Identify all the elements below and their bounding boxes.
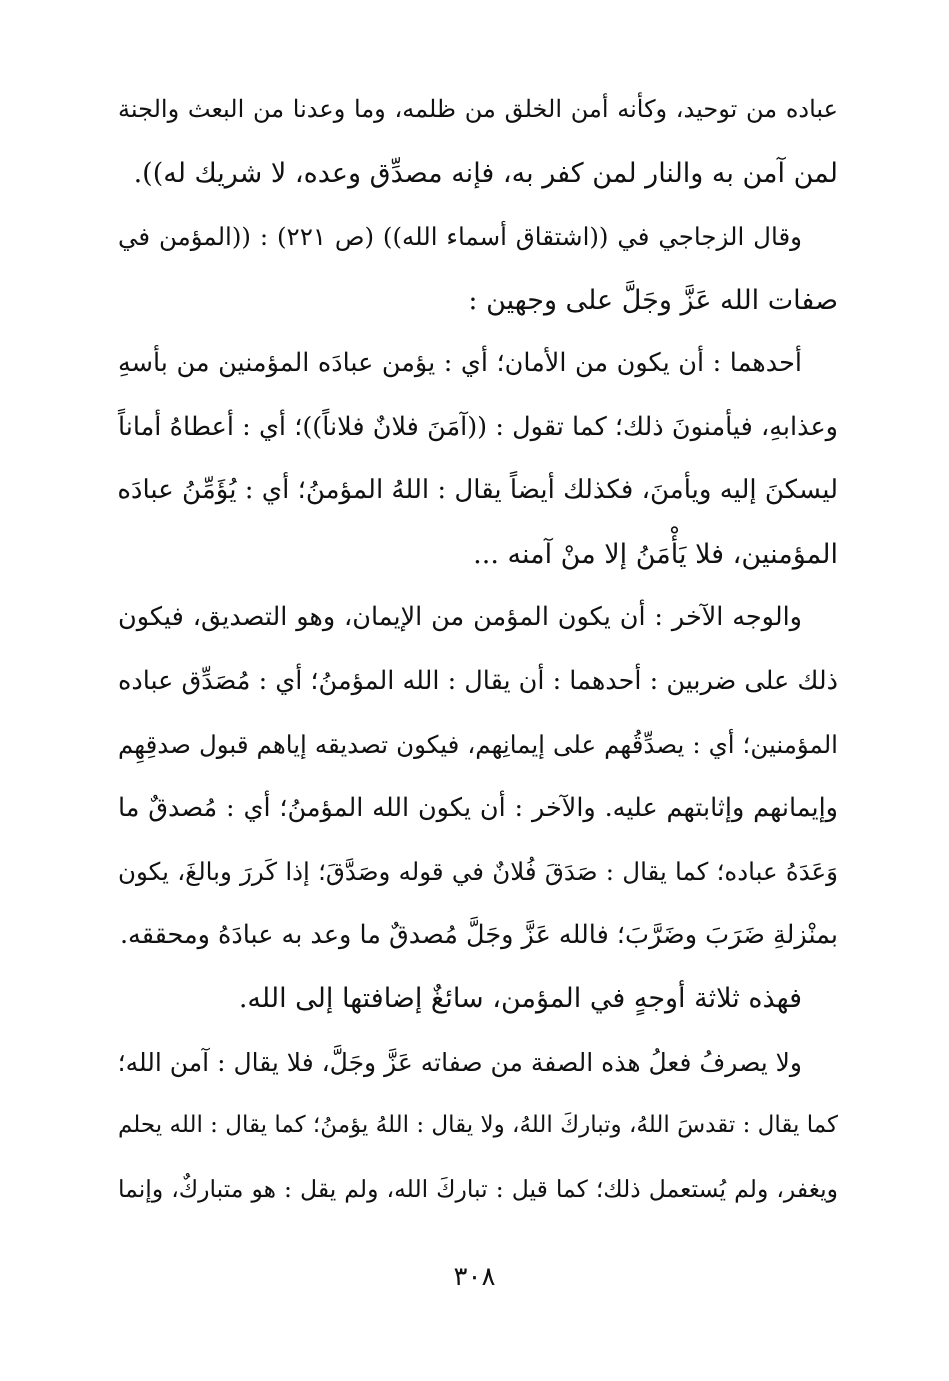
text-line: ليسكنَ إليه ويأمنَ، فكذلك أيضاً يقال : اللهُ المؤمنُ؛ أي : يُؤَمِّنُ عبادَه	[117, 475, 838, 505]
text-line: المؤمنين، فلا يَأْمَنُ إلا منْ آمنه ...	[473, 538, 838, 570]
text-line: وإيمانهم وإثابتهم عليه. والآخر : أن يكون الله المؤمنُ؛ أي : مُصدقٌ ما	[118, 792, 838, 823]
text-line: والوجه الآخر : أن يكون المؤمن من الإيمان، وهو التصديق، فيكون	[118, 602, 802, 632]
text-line: ويغفر، ولم يُستعمل ذلك؛ كما قيل : تباركَ الله، ولم يقل : هو متباركٌ، وإنما	[118, 1174, 838, 1203]
text-line: وقال الزجاجي في ((اشتقاق أسماء الله)) (ص ٢٢١) : ((المؤمن في	[118, 222, 802, 251]
text-line: عباده من توحيد، وكأنه أمن الخلق من ظلمه، وما وعدنا من البعث والجنة	[118, 95, 838, 123]
text-line: فهذه ثلاثة أوجهٍ في المؤمن، سائغٌ إضافتها إلى الله.	[238, 983, 802, 1014]
text-line: المؤمنين؛ أي : يصدِّقُهم على إيمانِهم، فيكون تصديقه إياهم قبول صدقِهِم	[118, 730, 838, 759]
text-line: وَعَدَهُ عباده؛ كما يقال : صَدَقَ فُلانٌ في قوله وصَدَّقَ؛ إذا كَررَ وبالغَ، يكون	[118, 857, 838, 886]
text-line: لمن آمن به والنار لمن كفر به، فإنه مصدِّق وعده، لا شريك له)).	[133, 157, 838, 189]
page-body	[118, 78, 838, 1221]
text-line: كما يقال : تقدسَ اللهُ، وتباركَ اللهُ، ولا يقال : اللهُ يؤمنُ؛ كما يقال : الله يحلم	[118, 1112, 838, 1138]
text-line: ولا يصرفُ فعلُ هذه الصفة من صفاته عَزَّ وجَلَّ، فلا يقال : آمن الله؛	[117, 1047, 802, 1077]
text-line: ذلك على ضربين : أحدهما : أن يقال : الله المؤمنُ؛ أي : مُصَدِّق عباده	[118, 665, 838, 696]
text-line: أحدهما : أن يكون من الأمان؛ أي : يؤمن عبادَه المؤمنين من بأسهِ	[118, 348, 802, 378]
text-line: صفات الله عَزَّ وجَلَّ على وجهين :	[468, 284, 838, 316]
text-line: بمنْزلةِ ضَرَبَ وضَرَّبَ؛ فالله عَزَّ وجَلَّ مُصدقٌ ما وعد به عبادَهُ ومحققه.	[119, 919, 838, 950]
text-line: وعذابهِ، فيأمنونَ ذلك؛ كما تقول : ((آمَنَ فلانٌ فلاناً))؛ أي : أعطاهُ أماناً	[118, 411, 838, 442]
page-number: ٣٠٨	[453, 1262, 496, 1292]
